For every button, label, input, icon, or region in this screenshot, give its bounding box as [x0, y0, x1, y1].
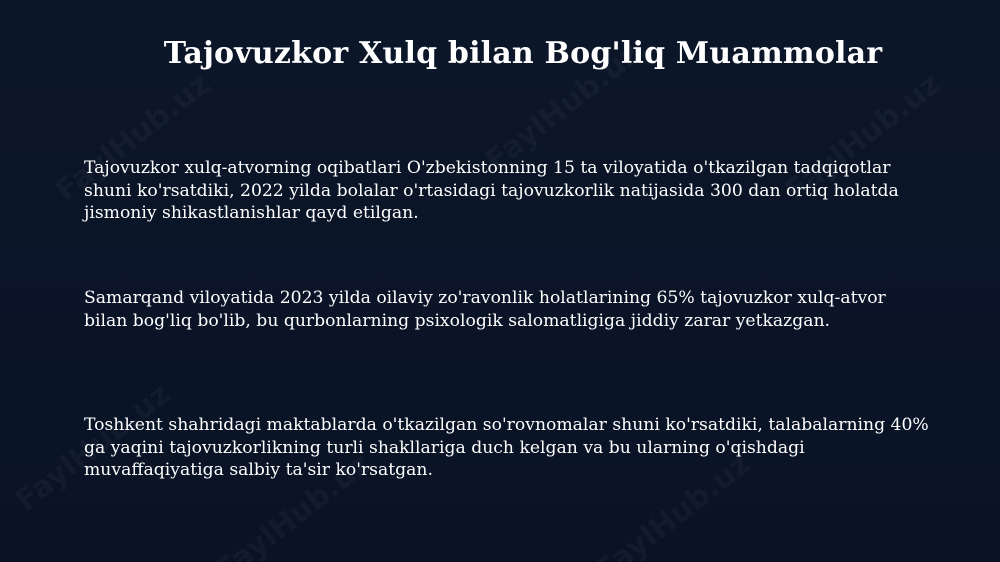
paragraph-toshkent: Toshkent shahridagi maktablarda o'tkazilgan so'rovnomalar shuni ko'rsatdiki, talabalarning 40% ga yaqini tajovuzkorlikning turli shakllariga duch kelgan va bu ularning o'qishdagi muvaffaqiyatiga salbiy ta'sir ko'rsatgan. — [84, 415, 929, 480]
slide-title: Tajovuzkor Xulq bilan Bog'liq Muammolar — [163, 36, 883, 71]
paragraph-injuries: Tajovuzkor xulq-atvorning oqibatlari O'zbekistonning 15 ta viloyatida o'tkazilgan tadqiqotlar shuni ko'rsatdiki, 2022 yilda bolalar o'rtasidagi tajovuzkorlik natijasida 300 dan ortiq holatda jismoniy shikastlanishlar qayd etilgan. — [84, 158, 899, 223]
paragraph-samarqand: Samarqand viloyatida 2023 yilda oilaviy zo'ravonlik holatlarining 65% tajovuzkor xulq-atvor bilan bog'liq bo'lib, bu qurbonlarning psixologik salomatligiga jiddiy zarar yetkazgan. — [84, 288, 886, 331]
